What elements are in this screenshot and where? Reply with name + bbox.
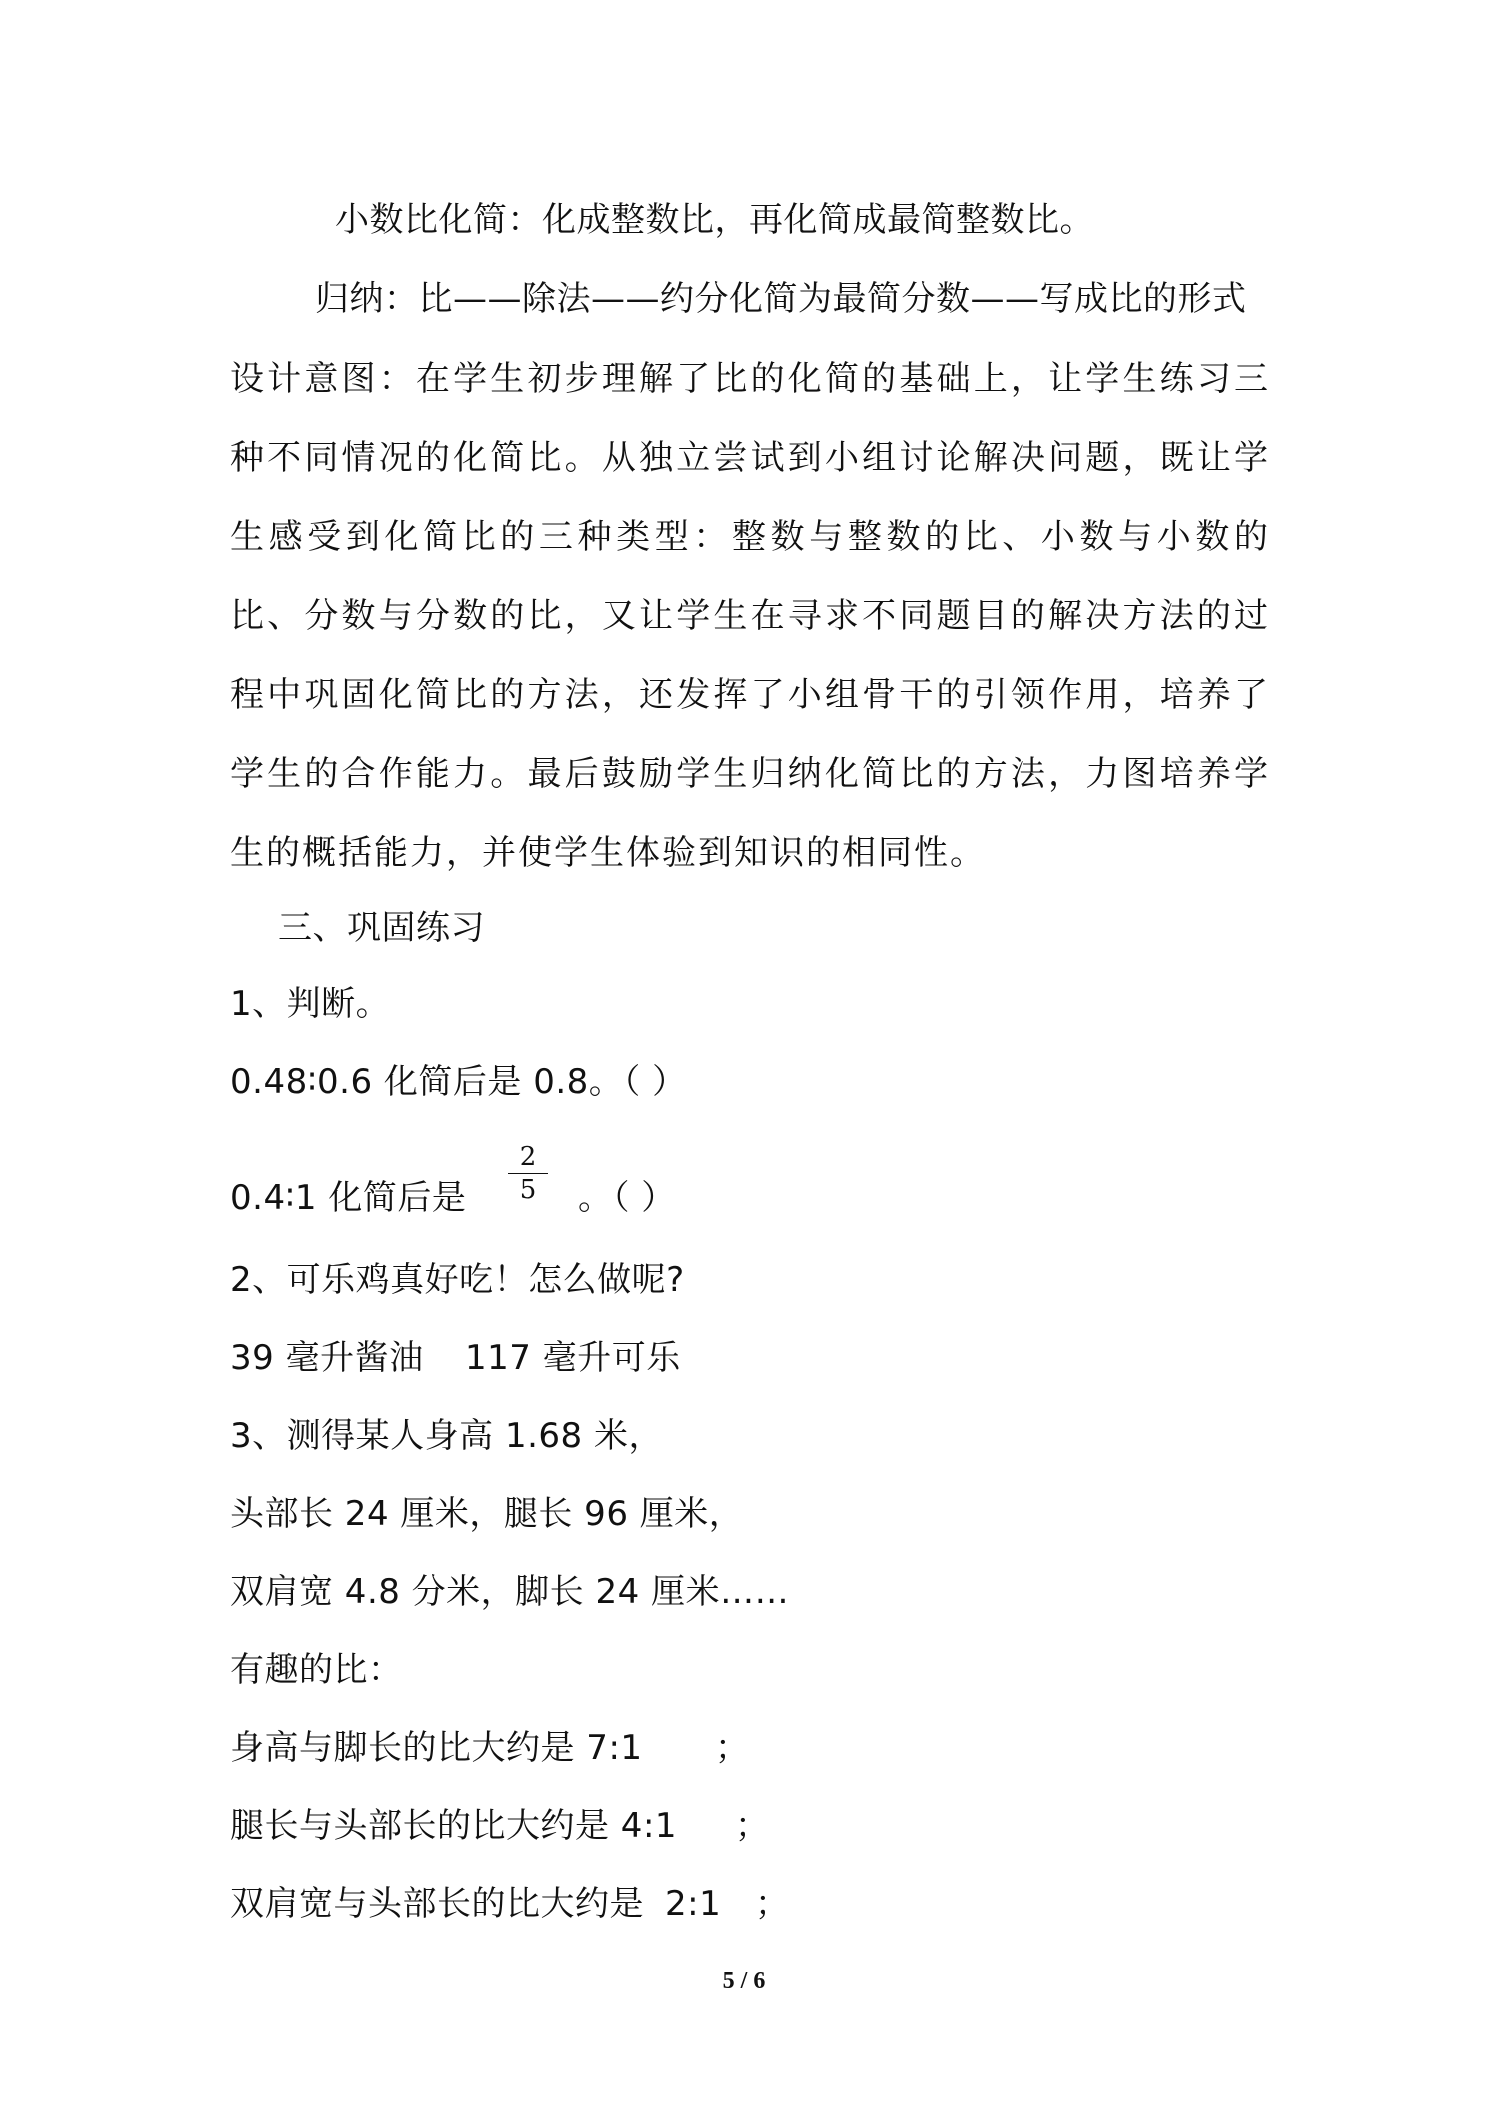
interesting-ratios-title: 有趣的比： — [230, 1650, 403, 1690]
summary-line: 归纳：比——除法——约分化简为最简分数——写成比的形式 — [315, 279, 1247, 319]
question-3-title: 3、测得某人身高 1.68 米， — [230, 1416, 663, 1456]
ratio-3-value: 2:1 — [665, 1884, 722, 1924]
question-3-line-2: 头部长 24 厘米，腿长 96 厘米， — [230, 1494, 744, 1534]
section-heading: 三、巩固练习 — [278, 908, 485, 948]
ratio-1-semicolon: ； — [715, 1728, 749, 1768]
question-2-title: 2、可乐鸡真好吃！怎么做呢? — [230, 1260, 685, 1300]
fraction-denominator: 5 — [519, 1175, 537, 1205]
question-3-line-3: 双肩宽 4.8 分米，脚长 24 厘米…… — [230, 1572, 790, 1612]
ratio-leg-to-head: 腿长与头部长的比大约是 4:1 — [230, 1806, 678, 1846]
ingredient-soy-sauce: 39 毫升酱油 — [230, 1338, 424, 1378]
ratio-height-to-foot: 身高与脚长的比大约是 7:1 — [230, 1728, 643, 1768]
question-1-item-2-prefix: 0.4∶1 化简后是 — [230, 1178, 467, 1218]
fraction-two-fifths — [508, 1143, 548, 1204]
question-1-item-2-suffix: 。（ ） — [578, 1178, 676, 1218]
question-1-item-1: 0.48∶0.6 化简后是 0.8。（ ） — [230, 1062, 687, 1102]
question-1-title: 1、判断。 — [230, 984, 391, 1024]
ingredient-cola: 117 毫升可乐 — [465, 1338, 681, 1378]
design-intent-text: 设计意图：在学生初步理解了比的化简的基础上，让学生练习三种不同情况的化简比。从独立尝试到小组讨论解决问题，既让学生感受到化简比的三种类型：整数与整数的比、小数与小数的比、分数与分数的比，又让学生在寻求不同题目的解决方法的过程中巩固化简比的方法，还发挥了小组骨干的引领作用，培养了学生的合作能力。最后鼓励学生归纳化简比的方法，力图培养学生的概括能力，并使学生体验到知识的相同性。 — [230, 359, 1270, 873]
ratio-shoulder-to-head: 双肩宽与头部长的比大约是 — [230, 1884, 644, 1924]
ratio-3-semicolon: ； — [755, 1884, 789, 1924]
page-number: 5 / 6 — [722, 1968, 766, 1994]
design-intent-paragraph — [230, 340, 1270, 893]
decimal-ratio-rule: 小数比化简：化成整数比，再化简成最简整数比。 — [335, 200, 1094, 240]
fraction-numerator: 2 — [508, 1143, 548, 1174]
ratio-2-semicolon: ； — [735, 1806, 769, 1846]
